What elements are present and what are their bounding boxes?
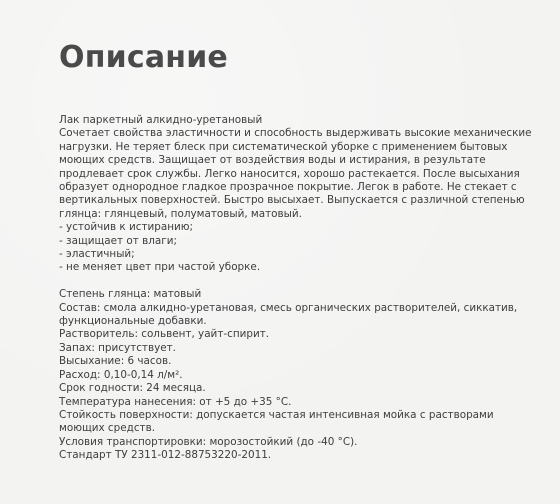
- paragraph-gap: [59, 275, 539, 288]
- spec-line: Стойкость поверхности: допускается частая интенсивная мойка с растворами: [59, 408, 494, 421]
- text-line: вертикальных поверхностей. Быстро высыхает. Выпускается с различной степенью: [59, 194, 525, 207]
- spec-line: Стандарт ТУ 2311-012-88753220-2011.: [59, 449, 272, 462]
- text-line: глянца: глянцевый, полуматовый, матовый.: [59, 207, 302, 220]
- page-title: Описание: [59, 40, 228, 75]
- text-line: образует однородное гладкое прозрачное покрытие. Легок в работе. Не стекает с: [59, 181, 517, 194]
- spec-line: Условия транспортировки: морозостойкий (до -40 °С).: [59, 435, 358, 448]
- spec-line: функциональные добавки.: [59, 315, 207, 328]
- spec-line: Срок годности: 24 месяца.: [59, 382, 206, 395]
- text-line: моющих средств. Защищает от воздействия воды и истирания, в результате: [59, 154, 486, 167]
- specifications: [59, 288, 539, 462]
- feature-item: - не меняет цвет при частой уборке.: [59, 261, 261, 274]
- text-line: нагрузки. Не теряет блеск при систематической уборке с применением бытовых: [59, 140, 508, 153]
- spec-line: Степень глянца: матовый: [59, 288, 202, 301]
- feature-item: - защищает от влаги;: [59, 234, 177, 247]
- spec-line: Высыхание: 6 часов.: [59, 355, 172, 368]
- spec-line: Запах: присутствует.: [59, 341, 176, 354]
- spec-line: моющих средств.: [59, 422, 156, 435]
- spec-line: Состав: смола алкидно-уретановая, смесь органических растворителей, сиккатив,: [59, 301, 518, 314]
- spec-line: Расход: 0,10-0,14 л/м².: [59, 368, 183, 381]
- spec-line: Температура нанесения: от +5 до +35 °С.: [59, 395, 292, 408]
- feature-item: - эластичный;: [59, 248, 135, 261]
- feature-item: - устойчив к истиранию;: [59, 221, 194, 234]
- text-line: продлевает срок службы. Легко наносится, хорошо растекается. После высыхания: [59, 167, 520, 180]
- description-body: [59, 114, 539, 463]
- text-line: Лак паркетный алкидно-уретановый: [59, 114, 263, 126]
- spec-line: Растворитель: сольвент, уайт-спирит.: [59, 328, 270, 341]
- text-line: Сочетает свойства эластичности и способность выдерживать высокие механические: [59, 127, 532, 140]
- description-paragraph: [59, 114, 539, 275]
